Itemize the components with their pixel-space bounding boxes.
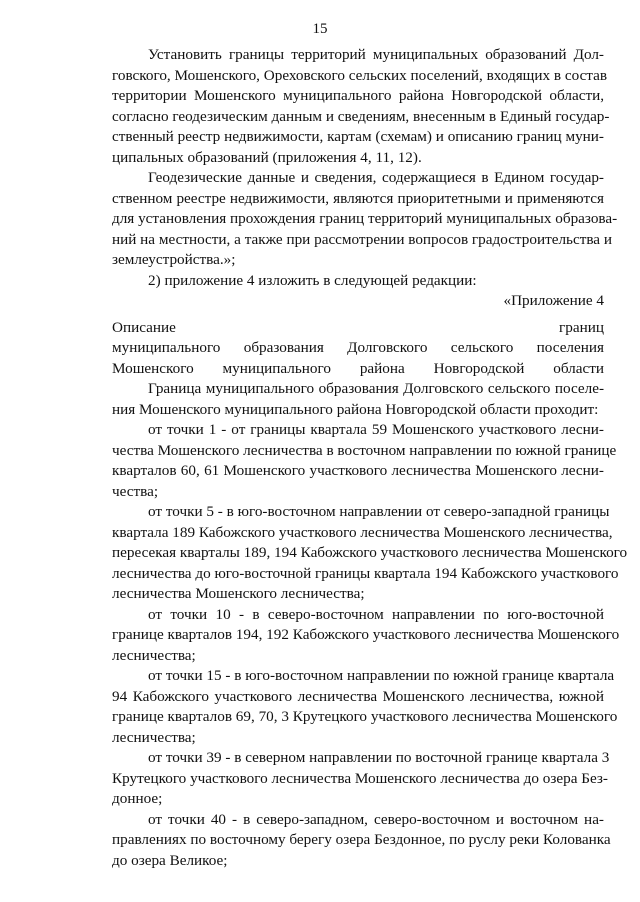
text-line: от точки 5 - в юго-восточном направлении от северо-западной границы xyxy=(148,503,610,520)
text-line: ственный реестр недвижимости, картам (схемам) и описанию границ муни- xyxy=(112,128,604,145)
text-line: от точки 10 - в северо-восточном направлении по юго-восточной xyxy=(148,605,604,623)
text-line: 94 Кабожского участкового лесничества Мошенского лесничества, южной xyxy=(112,687,604,705)
text-line: границе кварталов 69, 70, 3 Крутецкого участкового лесничества Мошенского xyxy=(112,708,618,725)
boundary-paragraph-1 xyxy=(112,379,604,420)
text-line: Граница муниципального образования Долговского сельского поселе- xyxy=(148,380,604,397)
text-line: границе кварталов 194, 192 Кабожского участкового лесничества Мошенского xyxy=(112,626,620,643)
text-line: для установления прохождения границ территорий муниципальных образова- xyxy=(112,210,618,227)
text-line: 2) приложение 4 изложить в следующей редакции: xyxy=(148,271,477,289)
text-line: лесничества до юго-восточной границы квартала 194 Кабожского участкового xyxy=(112,564,619,582)
text-line: ственном реестре недвижимости, являются приоритетными и применяются xyxy=(112,189,604,207)
text-line: говского, Мошенского, Ореховского сельских поселений, входящих в состав xyxy=(112,66,608,84)
text-line: донное; xyxy=(112,790,163,807)
text-line: Геодезические данные и сведения, содержащиеся в Едином государ- xyxy=(148,169,604,186)
text-line: ципальных образований (приложения 4, 11, 12). xyxy=(112,148,422,166)
text-line: лесничества; xyxy=(112,728,196,746)
page-number: 15 xyxy=(312,21,328,37)
text-line: квартала 189 Кабожского участкового лесничества Мошенского лесничества, xyxy=(112,523,613,541)
paragraph-1 xyxy=(112,45,610,168)
paragraph-2 xyxy=(112,168,618,271)
text-line: ния Мошенского муниципального района Новгородской области проходит: xyxy=(112,400,599,418)
appendix-heading xyxy=(112,318,604,380)
text-line: от точки 1 - от границы квартала 59 Мошенского участкового лесни- xyxy=(148,421,604,438)
boundary-paragraph-6 xyxy=(112,748,610,810)
text-line: от точки 15 - в юго-восточном направлении по южной границе квартала xyxy=(148,667,615,684)
boundary-paragraph-2 xyxy=(112,420,617,502)
heading-line-3: Мошенского муниципального района Новгородской области xyxy=(112,359,604,377)
appendix-label: «Приложение 4 xyxy=(503,292,604,309)
text-line: землеустройства.»; xyxy=(112,251,236,268)
boundary-description xyxy=(112,379,628,871)
text-line: согласно геодезическим данным и сведениям, внесенным в Единый государ- xyxy=(112,107,610,125)
text-line: лесничества; xyxy=(112,646,196,664)
text-line: Установить границы территорий муниципальных образований Дол- xyxy=(148,46,604,63)
text-line: территории Мошенского муниципального района Новгородской области, xyxy=(112,87,604,104)
text-line: ний на местности, а также при рассмотрении вопросов градостроительства и xyxy=(112,230,612,248)
heading-line-1: Описание границ xyxy=(112,318,604,336)
text-line: от точки 40 - в северо-западном, северо-восточном и восточном на- xyxy=(148,810,604,828)
text-line: чества Мошенского лесничества в восточном направлении по южной границе xyxy=(112,441,617,459)
boundary-paragraph-5 xyxy=(112,666,618,748)
heading-line-2: муниципального образования Долговского сельского поселения xyxy=(112,339,604,356)
text-line: кварталов 60, 61 Мошенского участкового лесничества Мошенского лесни- xyxy=(112,462,604,479)
document-body xyxy=(112,45,628,871)
text-line: лесничества Мошенского лесничества; xyxy=(112,585,365,602)
text-line: пересекая кварталы 189, 194 Кабожского участкового лесничества Мошенского xyxy=(112,544,628,561)
text-line: от точки 39 - в северном направлении по восточной границе квартала 3 xyxy=(148,749,610,766)
boundary-paragraph-4 xyxy=(112,605,620,667)
text-line: чества; xyxy=(112,482,159,500)
text-line: Крутецкого участкового лесничества Мошенского лесничества до озера Без- xyxy=(112,769,608,787)
boundary-paragraph-3 xyxy=(112,502,628,605)
paragraph-3 xyxy=(112,271,604,292)
boundary-paragraph-7 xyxy=(112,810,611,872)
text-line: правлениях по восточному берегу озера Бездонное, по руслу реки Колованка xyxy=(112,831,611,848)
text-line: до озера Великое; xyxy=(112,851,228,869)
